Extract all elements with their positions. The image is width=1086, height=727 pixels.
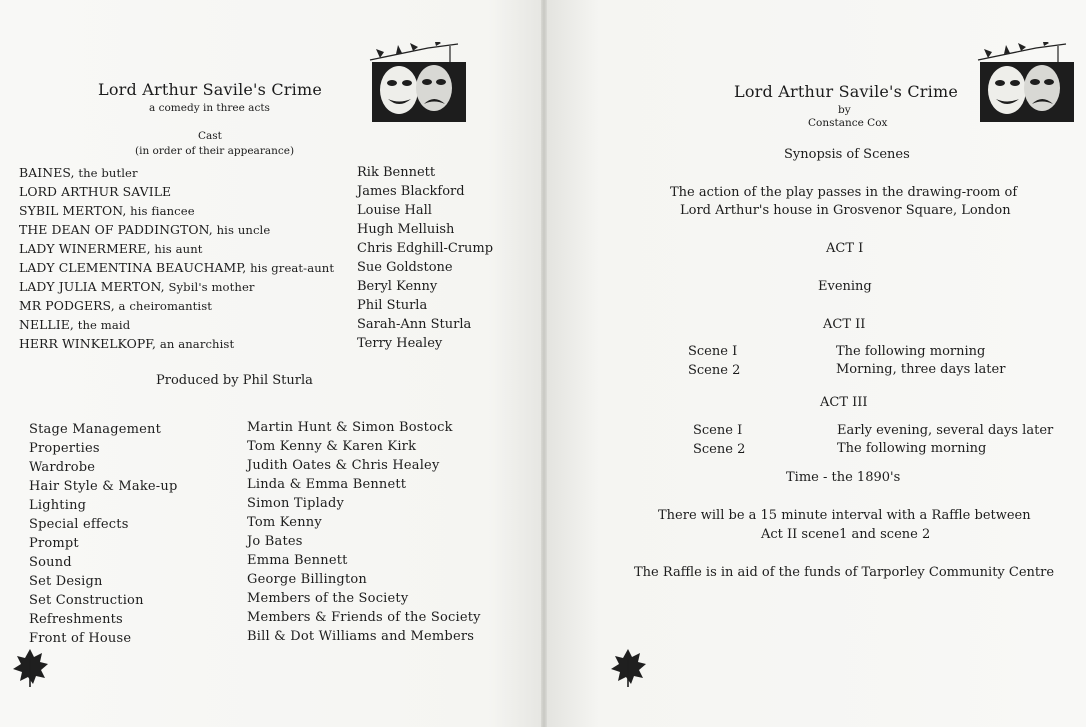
crew-member: Tom Kenny — [247, 515, 322, 530]
act-3-scene-label: Scene I — [693, 423, 743, 438]
cast-actor: Sarah-Ann Sturla — [357, 317, 472, 332]
crew-member: Members of the Society — [247, 591, 409, 606]
act-2-heading: ACT II — [823, 317, 866, 332]
crew-job: Lighting — [29, 498, 87, 513]
cast-role: BAINES, the butler — [19, 165, 138, 180]
interval-line-2: Act II scene1 and scene 2 — [761, 527, 931, 542]
crew-job: Wardrobe — [29, 460, 96, 475]
crew-member: Tom Kenny & Karen Kirk — [247, 439, 417, 454]
crew-job: Set Construction — [29, 593, 144, 608]
crew-member: Jo Bates — [247, 534, 303, 549]
crew-member: Bill & Dot Williams and Members — [247, 629, 475, 644]
cast-actor: Louise Hall — [357, 203, 432, 218]
leaf-icon — [608, 645, 648, 689]
crew-member: Martin Hunt & Simon Bostock — [247, 420, 453, 435]
cast-heading: Cast — [198, 130, 222, 142]
crew-job: Sound — [29, 555, 72, 570]
act-2-scene-time: The following morning — [836, 344, 986, 359]
cast-role: LORD ARTHUR SAVILE — [19, 184, 172, 199]
cast-actor: Phil Sturla — [357, 298, 428, 313]
cast-role: LADY WINERMERE, his aunt — [19, 241, 203, 256]
act-2-scene-label: Scene I — [688, 344, 738, 359]
cast-role: THE DEAN OF PADDINGTON, his uncle — [19, 222, 271, 237]
crew-member: Members & Friends of the Society — [247, 610, 481, 625]
crew-job: Front of House — [29, 631, 132, 646]
cast-actor: Terry Healey — [357, 336, 443, 351]
theatre-masks-icon — [974, 42, 1074, 124]
producer-credit: Produced by Phil Sturla — [156, 373, 313, 388]
cast-actor: Chris Edghill-Crump — [357, 241, 494, 256]
crew-member: Linda & Emma Bennett — [247, 477, 407, 492]
cast-role: SYBIL MERTON, his fiancee — [19, 203, 195, 218]
act-1-heading: ACT I — [826, 241, 864, 256]
left-subtitle: a comedy in three acts — [149, 102, 270, 114]
synopsis-heading: Synopsis of Scenes — [784, 147, 910, 162]
cast-actor: Sue Goldstone — [357, 260, 453, 275]
cast-role: LADY JULIA MERTON, Sybil's mother — [19, 279, 255, 294]
cast-actor: James Blackford — [357, 184, 465, 199]
by-label: by — [838, 104, 851, 116]
crew-job: Special effects — [29, 517, 129, 532]
act-1-time: Evening — [818, 279, 872, 294]
crew-job: Refreshments — [29, 612, 123, 627]
leaf-icon — [10, 645, 50, 689]
raffle-note: The Raffle is in aid of the funds of Tarporley Community Centre — [634, 565, 1055, 580]
cast-actor: Hugh Melluish — [357, 222, 455, 237]
page-fold — [541, 0, 547, 727]
crew-member: Judith Oates & Chris Healey — [247, 458, 440, 473]
crew-job: Stage Management — [29, 422, 162, 437]
cast-role: HERR WINKELKOPF, an anarchist — [19, 336, 235, 351]
setting-line-2: Lord Arthur's house in Grosvenor Square, London — [680, 203, 1011, 218]
cast-role: NELLIE, the maid — [19, 317, 131, 332]
period-note: Time - the 1890's — [786, 470, 901, 485]
cast-roles — [19, 163, 334, 353]
crew-job: Properties — [29, 441, 100, 456]
crew-job: Hair Style & Make-up — [29, 479, 178, 494]
act-2-scene-time: Morning, three days later — [836, 362, 1006, 377]
setting-line-1: The action of the play passes in the drawing-room of — [670, 185, 1018, 200]
crew-member: Simon Tiplady — [247, 496, 345, 511]
crew-job: Prompt — [29, 536, 79, 551]
act-2-scene-label: Scene 2 — [688, 363, 741, 378]
crew-member: George Billington — [247, 572, 367, 587]
cast-role: LADY CLEMENTINA BEAUCHAMP, his great-aunt — [19, 260, 335, 275]
crew-members — [247, 418, 481, 646]
act-3-scene-label: Scene 2 — [693, 442, 746, 457]
left-title: Lord Arthur Savile's Crime — [98, 80, 322, 99]
cast-role: MR PODGERS, a cheiromantist — [19, 298, 213, 313]
cast-actor: Rik Bennett — [357, 165, 436, 180]
act-3-scene-time: Early evening, several days later — [837, 423, 1054, 438]
cast-actor: Beryl Kenny — [357, 279, 438, 294]
cast-actors — [357, 163, 493, 353]
crew-member: Emma Bennett — [247, 553, 348, 568]
theatre-masks-icon — [366, 42, 466, 124]
author-name: Constance Cox — [808, 117, 888, 129]
act-3-heading: ACT III — [820, 395, 868, 410]
crew-jobs — [29, 420, 177, 648]
right-title: Lord Arthur Savile's Crime — [734, 82, 958, 101]
crew-job: Set Design — [29, 574, 103, 589]
act-3-scene-time: The following morning — [837, 441, 987, 456]
cast-note: (in order of their appearance) — [135, 145, 295, 157]
interval-line-1: There will be a 15 minute interval with a Raffle between — [658, 508, 1031, 523]
